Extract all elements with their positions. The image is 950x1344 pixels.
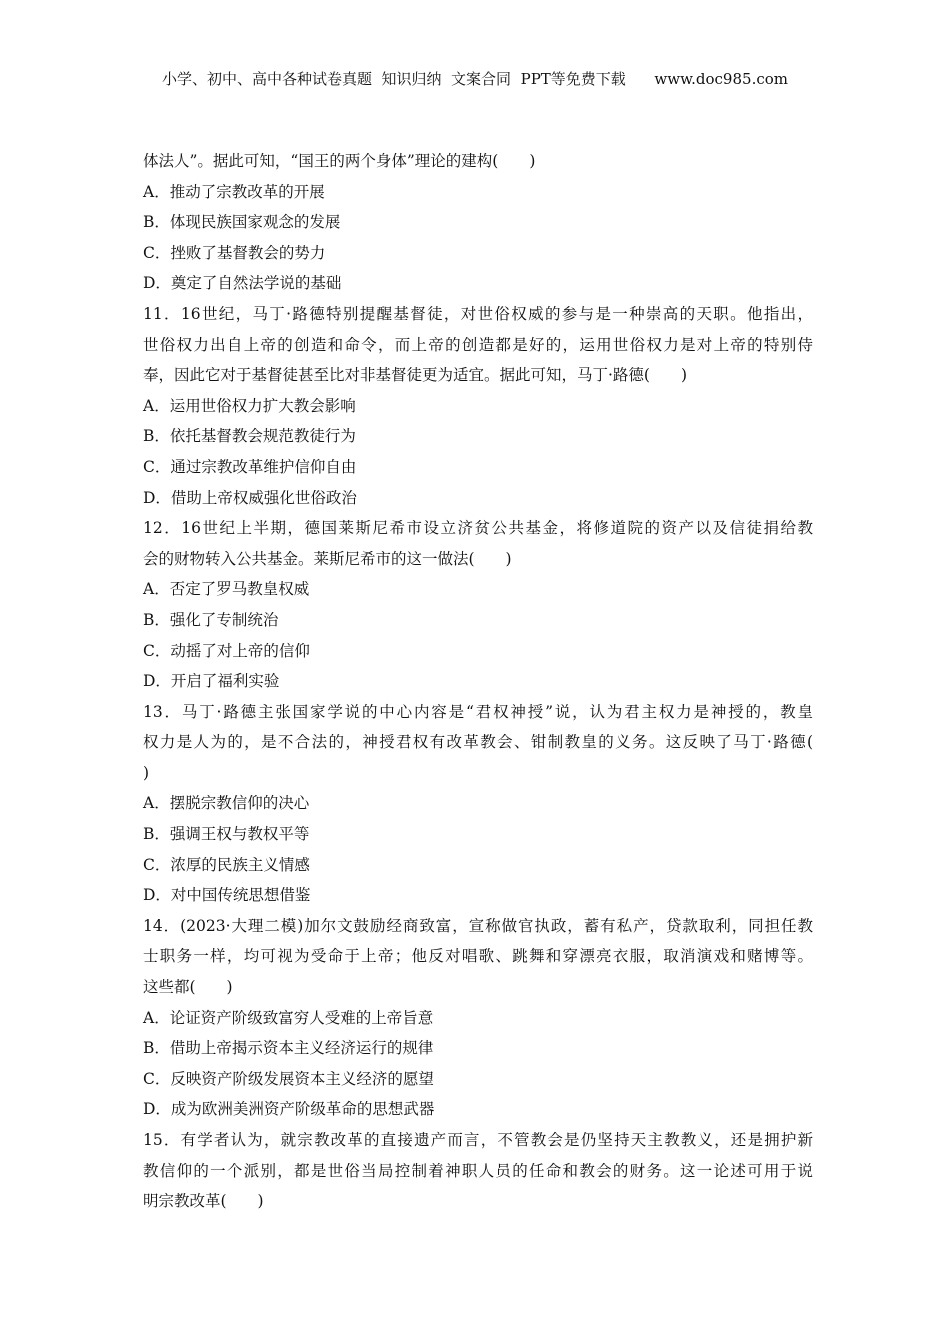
question-15 bbox=[143, 1125, 813, 1217]
option-b: B．强化了专制统治 bbox=[143, 610, 279, 629]
option-c: C．挫败了基督教会的势力 bbox=[143, 243, 326, 262]
option-c: C．动摇了对上帝的信仰 bbox=[143, 641, 310, 660]
question-stem-line: 权力是人为的，是不合法的，神授君权有改革教会、钳制教皇的义务。这反映了马丁·路德( bbox=[143, 733, 813, 752]
question-stem-line: 12．16世纪上半期，德国莱斯尼希市设立济贫公共基金，将修道院的资产以及信徒捐给教 bbox=[143, 519, 813, 538]
option-a: A．否定了罗马教皇权威 bbox=[143, 580, 310, 599]
question-stem-line: 奉，因此它对于基督徒甚至比对非基督徒更为适宜。据此可知，马丁·路德( ) bbox=[143, 366, 688, 385]
option-a: A．运用世俗权力扩大教会影响 bbox=[143, 396, 356, 415]
question-stem-line: ) bbox=[143, 763, 150, 782]
question-stem-line: 14．(2023·大理二模)加尔文鼓励经商致富，宣称做官执政，蓄有私产，贷款取利，同担任教 bbox=[143, 916, 813, 935]
question-stem-line: 15．有学者认为，就宗教改革的直接遗产而言，不管教会是仍坚持天主教教义，还是拥护新 bbox=[143, 1131, 813, 1149]
option-a: A．摆脱宗教信仰的决心 bbox=[143, 794, 310, 813]
page-header: 小学、初中、高中各种试卷真题 知识归纳 文案合同 PPT等免费下载 www.doc985.com bbox=[161, 70, 788, 88]
question-11 bbox=[143, 299, 813, 513]
option-d: D．对中国传统思想借鉴 bbox=[143, 886, 311, 905]
option-d: D．借助上帝权威强化世俗政治 bbox=[143, 488, 357, 507]
option-d: D．奠定了自然法学说的基础 bbox=[143, 274, 342, 293]
question-stem-line: 明宗教改革( ) bbox=[143, 1192, 264, 1211]
option-c: C．通过宗教改革维护信仰自由 bbox=[143, 457, 357, 476]
option-d: D．成为欧洲美洲资产阶级革命的思想武器 bbox=[143, 1100, 435, 1119]
question-stem-line: 士职务一样，均可视为受命于上帝；他反对唱歌、跳舞和穿漂亮衣服，取消演戏和赌博等。 bbox=[143, 947, 813, 966]
option-b: B．体现民族国家观念的发展 bbox=[143, 213, 341, 232]
option-b: B．依托基督教会规范教徒行为 bbox=[143, 427, 356, 446]
option-b: B．借助上帝揭示资本主义经济运行的规律 bbox=[143, 1039, 434, 1058]
option-c: C．反映资产阶级发展资本主义经济的愿望 bbox=[143, 1069, 434, 1088]
question-stem-line: 世俗权力出自上帝的创造和命令，而上帝的创造都是好的，运用世俗权力是对上帝的特别侍 bbox=[143, 335, 813, 354]
option-b: B．强调王权与教权平等 bbox=[143, 825, 310, 844]
question-list bbox=[143, 146, 813, 1217]
question-14 bbox=[143, 911, 813, 1125]
question-10 bbox=[143, 146, 813, 299]
question-stem-line: 13．马丁·路德主张国家学说的中心内容是“君权神授”说，认为君主权力是神授的，教皇 bbox=[143, 702, 813, 721]
question-stem-line: 11．16世纪，马丁·路德特别提醒基督徒，对世俗权威的参与是一种崇高的天职。他指出， bbox=[143, 304, 813, 323]
question-13 bbox=[143, 697, 813, 911]
question-stem-line: 体法人”。据此可知，“国王的两个身体”理论的建构( ) bbox=[143, 152, 536, 170]
question-stem-line: 会的财物转入公共基金。莱斯尼希市的这一做法( ) bbox=[143, 549, 512, 568]
question-stem-line: 教信仰的一个派别，都是世俗当局控制着神职人员的任命和教会的财务。这一论述可用于说 bbox=[143, 1161, 813, 1180]
option-a: A．论证资产阶级致富穷人受难的上帝旨意 bbox=[143, 1008, 434, 1027]
question-12 bbox=[143, 513, 813, 697]
option-d: D．开启了福利实验 bbox=[143, 672, 280, 691]
question-stem-line: 这些都( ) bbox=[143, 978, 233, 997]
option-c: C．浓厚的民族主义情感 bbox=[143, 855, 310, 874]
option-a: A．推动了宗教改革的开展 bbox=[143, 182, 325, 201]
